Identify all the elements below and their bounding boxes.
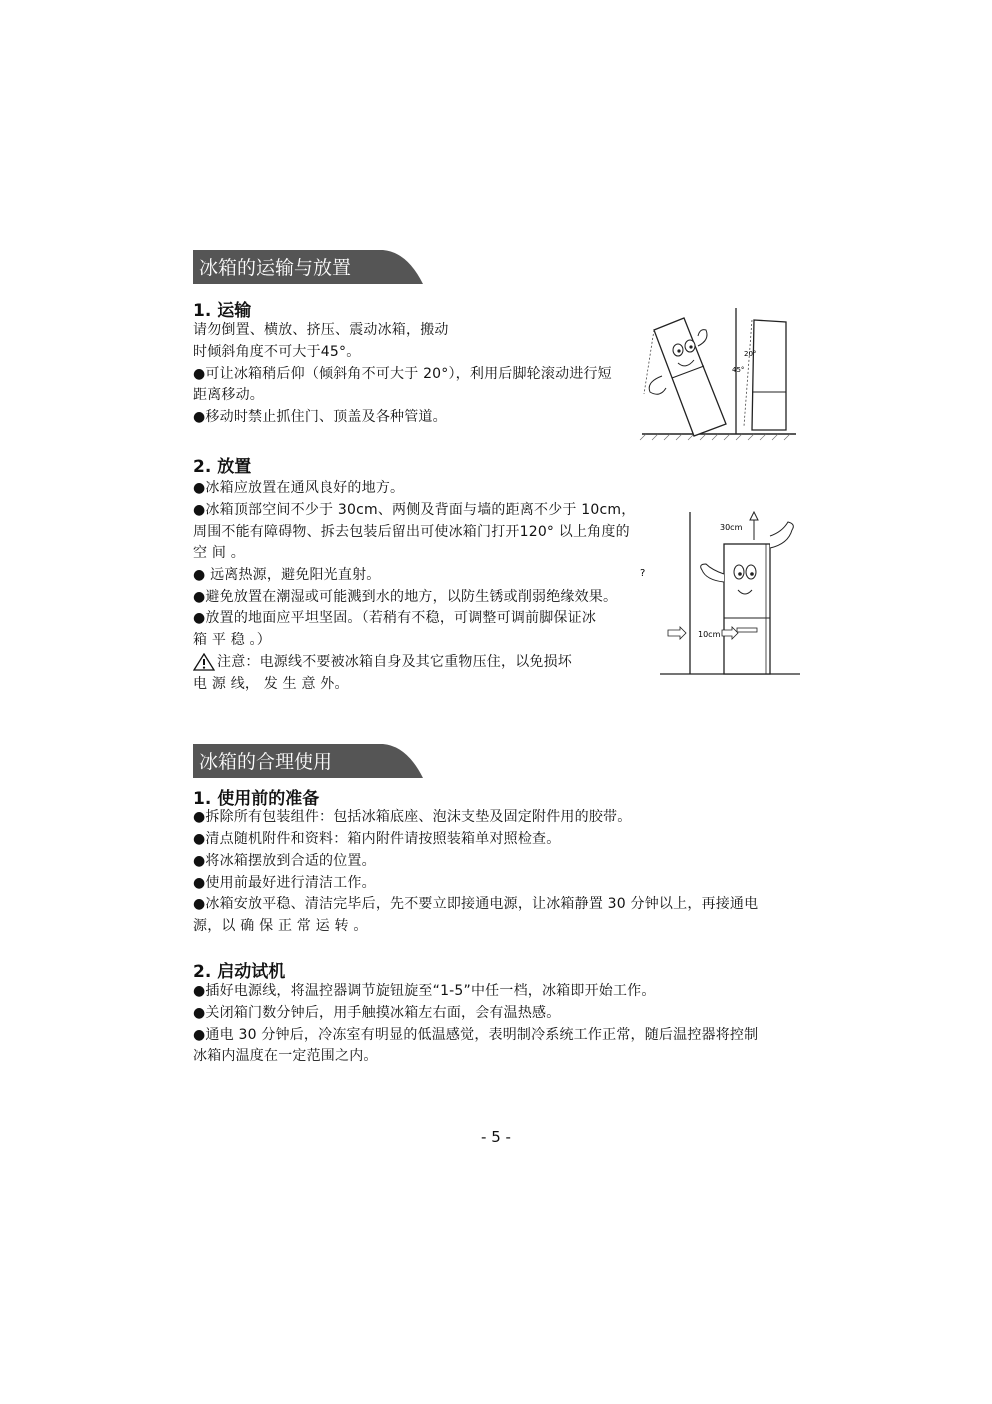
page-number: - 5 - [481,1128,511,1146]
placement-line: ●放置的地面应平坦坚固。（若稍有不稳，可调整可调前脚保证冰 [193,610,597,626]
prep-line: ●将冰箱摆放到合适的位置。 [193,853,376,869]
transport-line: ●移动时禁止抓住门、顶盖及各种管道。 [193,409,447,425]
prep-line: ●拆除所有包装组件：包括冰箱底座、泡沫支垫及固定附件用的胶带。 [193,809,632,825]
transport-line: ●可让冰箱稍后仰（倾斜角不可大于 20°），利用后脚轮滚动进行短 [193,366,612,382]
prep-line: ●清点随机附件和资料：箱内附件请按照装箱单对照检查。 [193,831,561,847]
clearance-side-label: 10cm [698,630,721,639]
question-mark: ? [640,568,646,579]
placement-line: 周围不能有障碍物、拆去包装后留出可使冰箱门打开120° 以上角度的 [193,524,630,540]
angle-label: 20° [744,350,757,358]
trial-line: 冰箱内温度在一定范围之内。 [193,1048,378,1064]
angle-label: 45° [732,366,745,374]
prep-line: 源，以 确 保 正 常 运 转 。 [193,918,368,934]
prep-line: ●使用前最好进行清洁工作。 [193,875,376,891]
placement-heading: 2. 放置 [193,457,252,477]
prep-heading: 1. 使用前的准备 [193,789,320,809]
section-banner-transport [193,250,423,286]
transport-illustration [636,306,802,441]
prep-line: ●冰箱安放平稳、清洁完毕后，先不要立即接通电源，让冰箱静置 30 分钟以上，再接通电 [193,896,759,912]
section-title: 冰箱的合理使用 [199,751,333,773]
placement-line: 空 间 。 [193,545,245,561]
placement-line: ●冰箱应放置在通风良好的地方。 [193,480,405,496]
trial-line: ●关闭箱门数分钟后，用手触摸冰箱左右面，会有温热感。 [193,1005,561,1021]
warning-icon [193,653,215,671]
section-title: 冰箱的运输与放置 [199,257,352,279]
placement-line: ●避免放置在潮湿或可能溅到水的地方，以防生锈或削弱绝缘效果。 [193,589,618,605]
trial-line: ●通电 30 分钟后，冷冻室有明显的低温感觉，表明制冷系统工作正常，随后温控器将控制 [193,1027,759,1043]
transport-heading: 1. 运输 [193,301,252,321]
clearance-top-label: 30cm [720,523,743,532]
trial-heading: 2. 启动试机 [193,962,286,982]
placement-line: ●冰箱顶部空间不少于 30cm、两侧及背面与墙的距离不少于 10cm， [193,502,636,518]
placement-line: 箱 平 稳 。） [193,632,271,648]
trial-line: ●插好电源线，将温控器调节旋钮旋至“1-5”中任一档，冰箱即开始工作。 [193,983,656,999]
section-banner-usage [193,744,423,780]
caution-text: 注意：电源线不要被冰箱自身及其它重物压住，以免损坏 [217,654,572,670]
transport-line: 时倾斜角度不可大于45°。 [193,344,361,360]
transport-line: 请勿倒置、横放、挤压、震动冰箱，搬动 [193,322,449,338]
caution-note-cont: 电 源 线， 发 生 意 外。 [193,676,349,692]
placement-illustration [640,506,806,678]
placement-line: ● 远离热源，避免阳光直射。 [193,567,381,583]
transport-line: 距离移动。 [193,387,264,403]
caution-note [193,652,572,672]
